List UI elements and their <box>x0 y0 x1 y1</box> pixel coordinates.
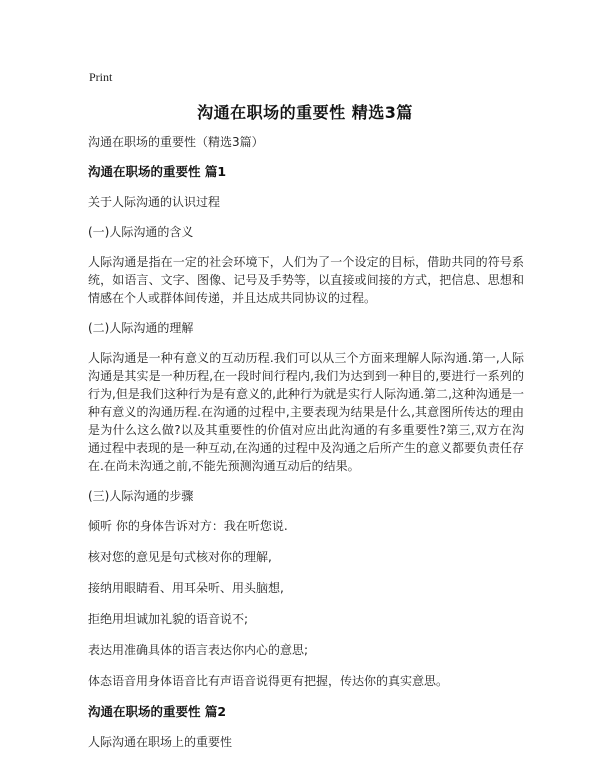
step-item: 表达用准确具体的语言表达你内心的意思; <box>88 643 309 657</box>
part-2-heading: (二)人际沟通的理解 <box>88 321 194 335</box>
print-label: Print <box>89 70 113 84</box>
part-2-paragraph: 人际沟通是一种有意义的互动历程.我们可以从三个方面来理解人际沟通.第一,人际沟通是其实是一种历程,在一段时间行程内,我们为达到到一种目的,要进行一系列的行为,但是我们这种行为是有意义的,此种行为就是实行人际沟通.第二,这种沟通是一种有意义的沟通历程.在沟通的过程中,主要表现为结果是什么,其意图所传达的理由是为什么这么做?以及其重要性的价值对应出此沟通的有多重要性?第三,双方在沟通过程中表现的是一种互动,在沟通的过程中及沟通之后所产生的意义都要负责任存在.在尚未沟通之前,不能先预测沟通互动后的结果。 <box>88 351 524 473</box>
step-item: 体态语音用身体语音比有声语音说得更有把握，传达你的真实意思。 <box>88 674 449 688</box>
section-2-heading: 沟通在职场的重要性 篇2 <box>88 704 227 719</box>
section-1-heading: 沟通在职场的重要性 篇1 <box>88 164 227 179</box>
part-3-heading: (三)人际沟通的步骤 <box>88 489 194 503</box>
part-1-paragraph: 人际沟通是指在一定的社会环境下，人们为了一个设定的目标，借助共同的符号系统，如语言、文字、图像、记号及手势等，以直接或间接的方式，把信息、思想和情感在个人或群体间传递，并且达成共同协议的过程。 <box>88 255 524 305</box>
step-item: 核对您的意见是句式核对你的理解, <box>88 550 272 564</box>
document-content <box>88 133 524 763</box>
step-item: 接纳用眼睛看、用耳朵听、用头脑想, <box>88 581 284 595</box>
section-2-intro: 人际沟通在职场上的重要性 <box>88 735 233 749</box>
part-1-heading: (一)人际沟通的含义 <box>88 225 194 239</box>
step-item: 倾听 你的身体告诉对方：我在听您说. <box>88 519 288 533</box>
section-1-intro: 关于人际沟通的认识过程 <box>88 195 221 209</box>
step-item: 拒绝用坦诚加礼貌的语音说不; <box>88 612 249 626</box>
document-title: 沟通在职场的重要性 精选3篇 <box>197 103 413 122</box>
document-subtitle: 沟通在职场的重要性（精选3篇） <box>88 135 264 149</box>
